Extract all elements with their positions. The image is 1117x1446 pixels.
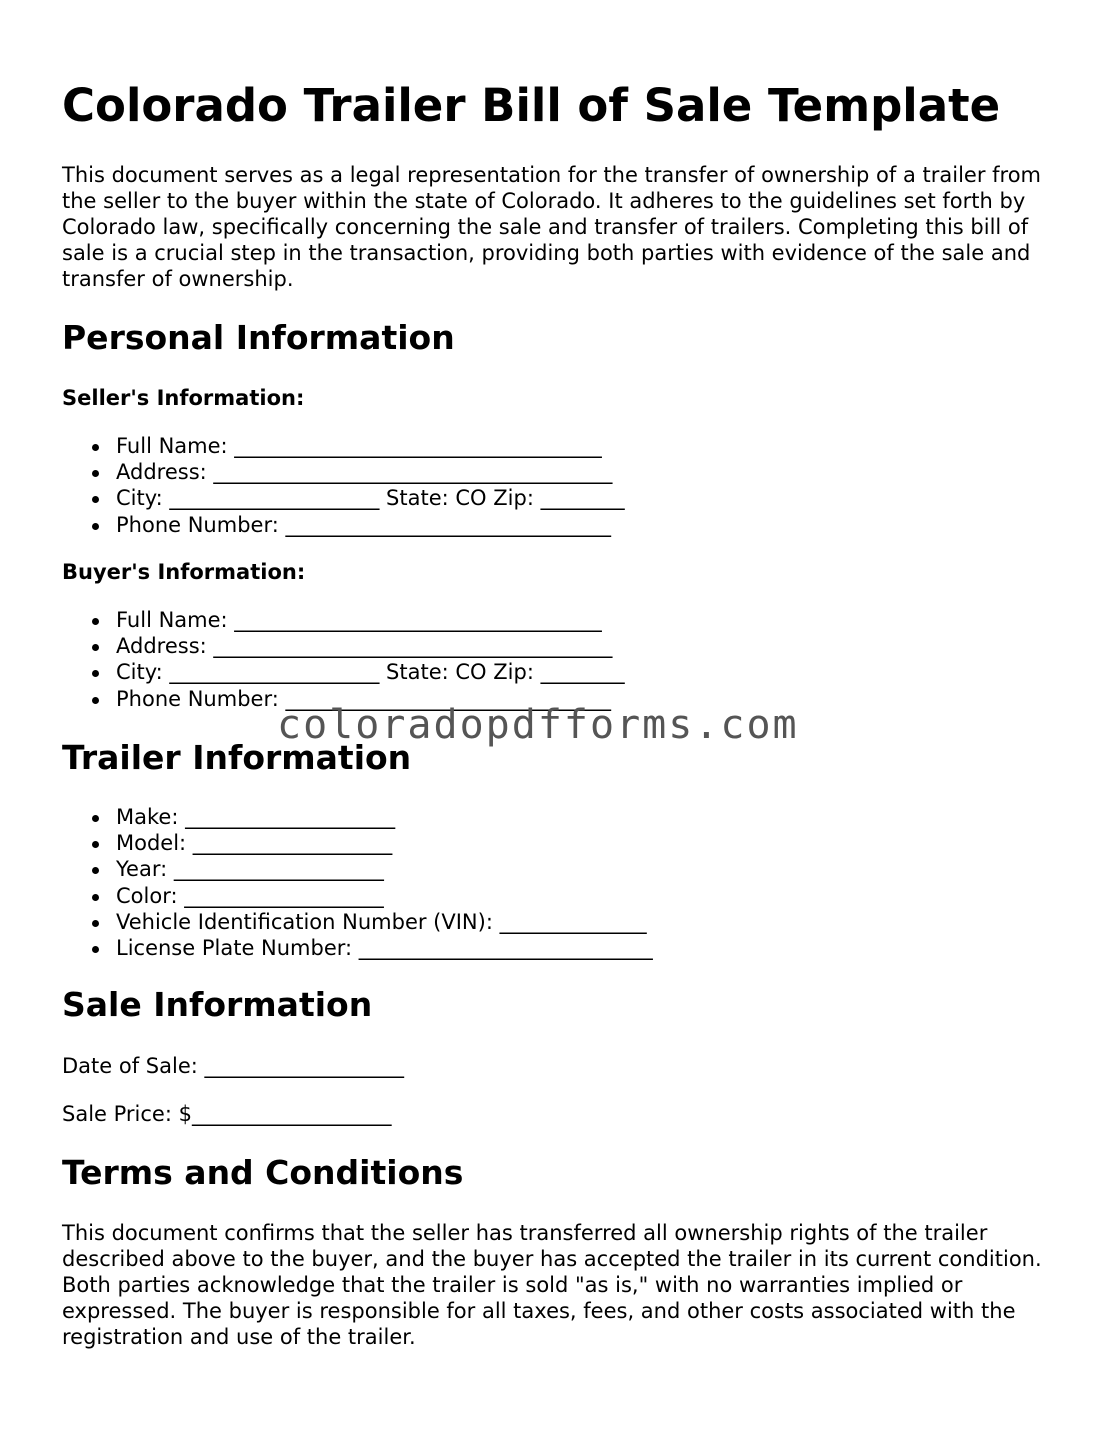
buyer-information-heading: Buyer's Information:	[62, 560, 306, 584]
terms-paragraph: This document confirms that the seller has transferred all ownership rights of the trailer described above to the buyer, and the buyer has accepted the trailer in its current condition. Both parties acknowledge that the trailer is sold "as is," with no warranties implied or expressed. The buyer is responsible for all taxes, fees, and other costs associated with the registration and use of the trailer.	[62, 1221, 1042, 1349]
date-of-sale-field: Date of Sale: ___________________	[62, 1054, 404, 1078]
trailer-model-field: Model: ___________________	[88, 830, 653, 856]
intro-paragraph: This document serves as a legal representation for the transfer of ownership of a trailer from the seller to the buyer within the state of Colorado. It adheres to the guidelines set forth by Colorado law, specifically concerning the sale and transfer of trailers. Completing this bill of sale is a crucial step in the transaction, providing both parties with evidence of the sale and transfer of ownership.	[62, 163, 1042, 291]
buyer-city-state-zip-field: City: ____________________ State: CO Zip: ________	[88, 659, 625, 685]
trailer-information-heading: Trailer Information	[62, 738, 412, 777]
buyer-full-name-field: Full Name: ___________________________________	[88, 607, 625, 633]
seller-full-name-field: Full Name: ___________________________________	[88, 433, 625, 459]
seller-information-list	[88, 433, 625, 538]
page-title: Colorado Trailer Bill of Sale Template	[62, 79, 1001, 132]
trailer-vin-field: Vehicle Identification Number (VIN): ______________	[88, 909, 653, 935]
trailer-make-field: Make: ____________________	[88, 804, 653, 830]
sale-information-heading: Sale Information	[62, 985, 373, 1024]
trailer-color-field: Color: ___________________	[88, 883, 653, 909]
buyer-phone-field: Phone Number: _______________________________	[88, 686, 625, 712]
trailer-year-field: Year: ____________________	[88, 856, 653, 882]
sale-price-field: Sale Price: $___________________	[62, 1102, 392, 1126]
personal-information-heading: Personal Information	[62, 318, 455, 357]
buyer-information-list	[88, 607, 625, 712]
seller-city-state-zip-field: City: ____________________ State: CO Zip: ________	[88, 485, 625, 511]
buyer-address-field: Address: ______________________________________	[88, 633, 625, 659]
seller-phone-field: Phone Number: _______________________________	[88, 512, 625, 538]
terms-and-conditions-heading: Terms and Conditions	[62, 1153, 464, 1192]
seller-address-field: Address: ______________________________________	[88, 459, 625, 485]
watermark-text: coloradopdfforms.com	[277, 702, 799, 748]
trailer-license-plate-field: License Plate Number: ____________________________	[88, 935, 653, 961]
trailer-information-list	[88, 804, 653, 961]
seller-information-heading: Seller's Information:	[62, 386, 305, 410]
